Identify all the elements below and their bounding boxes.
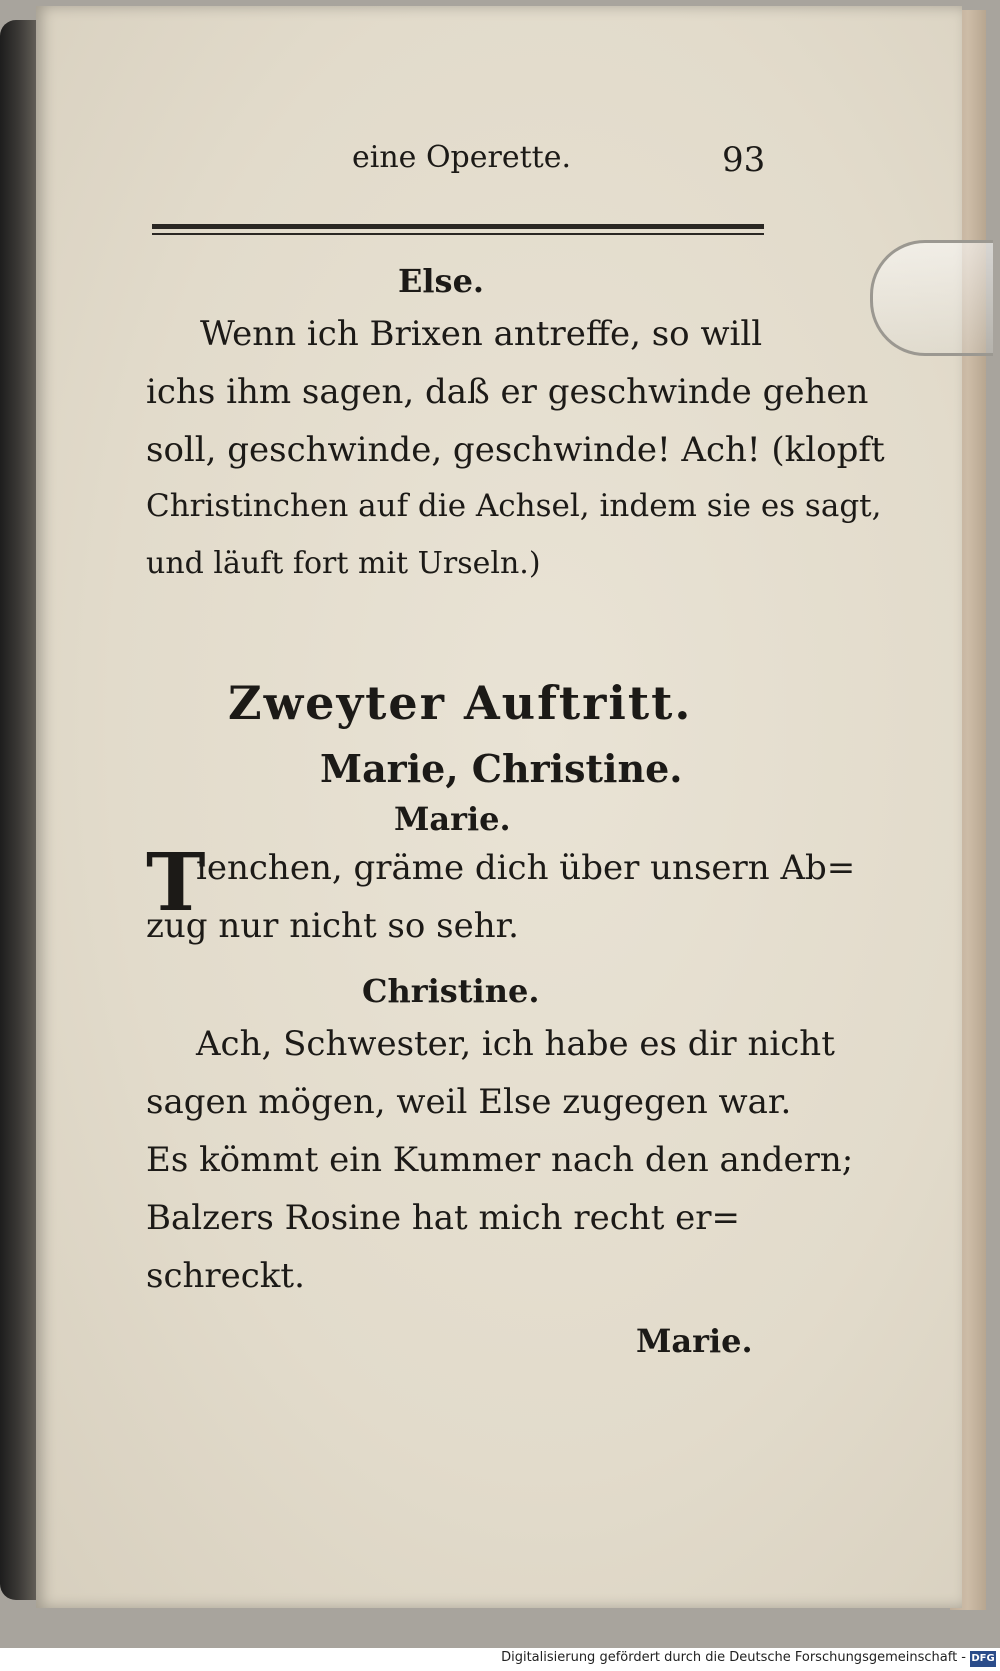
text-line: soll, geschwinde, geschwinde! Ach! (klopft bbox=[146, 430, 885, 470]
page-clip bbox=[870, 240, 993, 356]
text-line: schreckt. bbox=[146, 1256, 305, 1296]
book-spine-edge bbox=[0, 20, 40, 1600]
header-rule-thin bbox=[152, 233, 764, 235]
scene-characters: Marie, Christine. bbox=[320, 746, 683, 791]
text-line: Christinchen auf die Achsel, indem sie es sagt, bbox=[146, 488, 882, 524]
text-line: Ach, Schwester, ich habe es dir nicht bbox=[196, 1024, 835, 1064]
text-line: zug nur nicht so sehr. bbox=[146, 906, 519, 946]
page-number: 93 bbox=[722, 140, 766, 180]
speaker-christine: Christine. bbox=[362, 972, 540, 1010]
header-rule-thick bbox=[152, 224, 764, 229]
running-title: eine Operette. bbox=[352, 140, 572, 175]
speaker-else: Else. bbox=[398, 262, 485, 300]
dfg-logo-icon: DFG bbox=[970, 1651, 996, 1667]
digitization-credit: Digitalisierung gefördert durch die Deutsche Forschungsgemeinschaft - bbox=[501, 1650, 966, 1665]
text-line: sagen mögen, weil Else zugegen war. bbox=[146, 1082, 792, 1122]
text-line: ichs ihm sagen, daß er geschwinde gehen bbox=[146, 372, 869, 412]
text-line: ienchen, gräme dich über unsern Ab= bbox=[196, 848, 856, 888]
scene-title: Zweyter Auftritt. bbox=[228, 676, 693, 730]
catchword: Marie. bbox=[636, 1322, 753, 1360]
drop-cap: T bbox=[146, 835, 206, 929]
text-line: Wenn ich Brixen antreffe, so will bbox=[200, 314, 763, 354]
text-line: Balzers Rosine hat mich recht er= bbox=[146, 1198, 741, 1238]
text-line: Es kömmt ein Kummer nach den andern; bbox=[146, 1140, 854, 1180]
text-line: und läuft fort mit Urseln.) bbox=[146, 546, 541, 581]
speaker-marie: Marie. bbox=[394, 800, 511, 838]
